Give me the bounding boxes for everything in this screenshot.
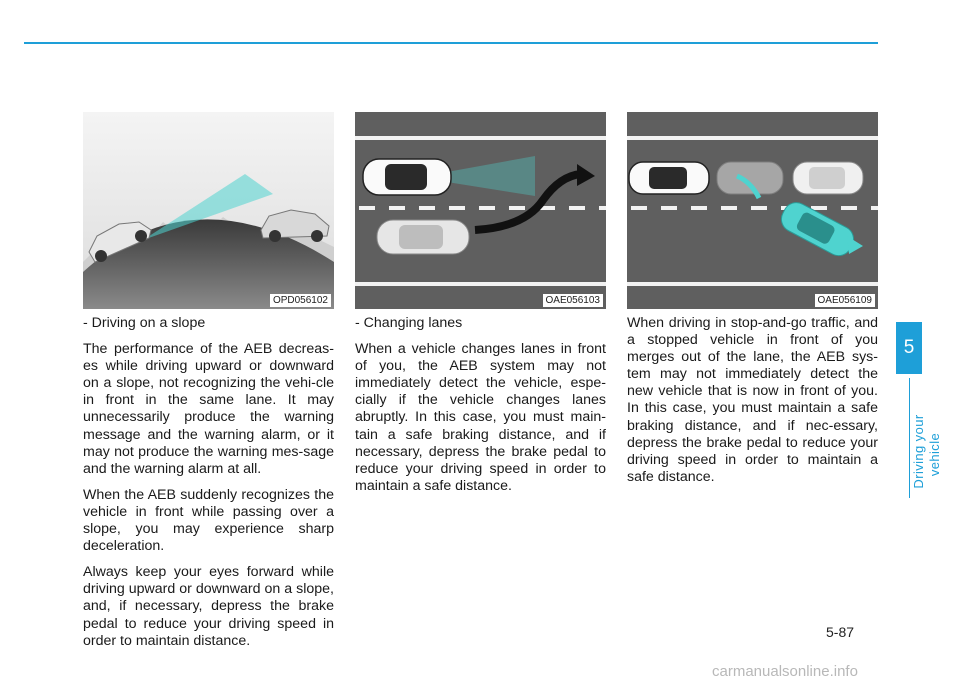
subheading: - Changing lanes (355, 315, 463, 331)
host-car-icon (363, 159, 451, 195)
host-car-icon (629, 162, 709, 194)
header-rule (24, 42, 878, 44)
page-number: 5-87 (826, 624, 855, 640)
chapter-tab: 5 (896, 322, 922, 374)
figure-code: OAE056109 (815, 294, 876, 307)
ghost-car-icon (717, 162, 783, 194)
paragraph: When a vehicle changes lanes in front of you, the AEB system may not immediately detect the vehicle, espe-cially if the vehicle changes lanes abruptly. In this case, you must main-tain a safe braking distance, and if necessary, depress the brake pedal to reduce your driving speed in order to maintain a safe distance. (355, 341, 606, 494)
column-slope (83, 112, 334, 659)
front-car-icon (793, 162, 863, 194)
merging-car-icon (377, 220, 469, 254)
lane-change-icon (355, 112, 606, 309)
paragraph: When the AEB suddenly recognizes the vehicle in front while passing over a slope, you may experience sharp deceleration. (83, 486, 334, 555)
column-stop-and-go (627, 112, 878, 495)
chapter-side-rule (909, 378, 910, 498)
stop-and-go-icon (627, 112, 878, 309)
column-lane-change (355, 112, 606, 504)
figure-code: OPD056102 (270, 294, 331, 307)
column-text (627, 315, 878, 486)
subheading: - Driving on a slope (83, 315, 206, 331)
figure-code: OAE056103 (543, 294, 604, 307)
watermark: carmanualsonline.info (712, 663, 858, 680)
chapter-title-text: Driving your vehicle (911, 414, 942, 491)
figure-slope (83, 112, 334, 309)
column-text (83, 315, 334, 650)
paragraph: Always keep your eyes forward while driving upward or downward on a slope, and, if necessary, depress the brake pedal to reduce your driving speed in order to maintain distance. (83, 564, 334, 649)
column-text (355, 315, 606, 495)
paragraph: When driving in stop-and-go traffic, and a stopped vehicle in front of you merges out of the lane, the AEB sys-tem may not immediately detect the new vehicle that is now in front of you. In this case, you must maintain a safe braking distance, and if nec-essary, depress the brake pedal to reduce your driving speed in order to maintain a safe distance. (627, 315, 878, 485)
paragraph: The performance of the AEB decreas-es while driving upward or downward on a slope, not recognizing the vehi-cle in front in the same lane. It may unnecessarily produce the warning message and the warning alarm, or it may not produce the warning mes-sage and the warning alarm at all. (83, 341, 334, 477)
figure-stop-and-go (627, 112, 878, 309)
chapter-title (911, 398, 942, 508)
figure-lane-change (355, 112, 606, 309)
car-on-slope-icon (83, 112, 334, 309)
